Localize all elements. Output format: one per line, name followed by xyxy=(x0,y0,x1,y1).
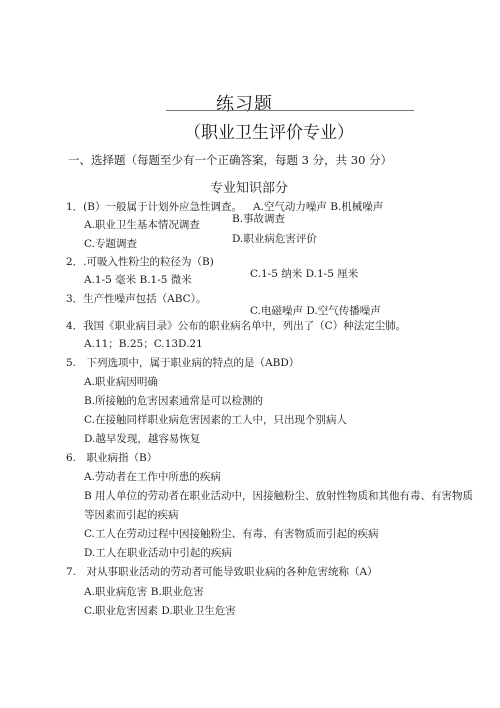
question-1-stem: 1．(B）一般属于计划外应急性调查。 xyxy=(66,201,242,213)
question-2-stem: 2．.可吸入性粉尘的粒径为（B) xyxy=(66,256,214,268)
page-title: 练习题 xyxy=(216,94,273,115)
question-5-option-b: B.所接触的危害因素通常是可以检测的 xyxy=(84,395,264,407)
question-6-option-b-line2: 等因素而引起的疾病 xyxy=(84,509,179,521)
question-5-option-d: D.越早发现，越容易恢复 xyxy=(84,433,201,445)
part-heading: 专业知识部分 xyxy=(210,181,289,196)
question-2-option-ab: A.1-5 毫米 B.1-5 微米 xyxy=(84,274,192,286)
question-1-option-d: D.职业病危害评价 xyxy=(232,233,317,245)
question-1-option-ab: A.空气动力噪声 B.机械噪声 xyxy=(253,201,384,213)
question-1-option-a: A.职业卫生基本情况调查 xyxy=(84,219,200,231)
question-1-option-b: B.事故调查 xyxy=(232,213,286,225)
question-4-stem: 4．我国《职业病目录》公布的职业病名单中，列出了（C）种法定尘肺。 xyxy=(66,320,407,332)
question-6-option-c: C.工人在劳动过程中因接触粉尘、有毒、有害物质而引起的疾病 xyxy=(84,528,379,540)
question-7-option-ab: A.职业病危害 B.职业危害 xyxy=(84,586,204,598)
question-5-stem: 5. 下列选项中，属于职业病的特点的是（ABD） xyxy=(66,357,300,369)
question-7-stem: 7. 对从事职业活动的劳动者可能导致职业病的各种危害统称（A） xyxy=(66,566,378,578)
question-3-stem: 3．生产性噪声包括（ABC）。 xyxy=(66,293,207,305)
title-rule xyxy=(166,110,414,111)
question-7-option-cd: C.职业危害因素 D.职业卫生危害 xyxy=(84,605,236,617)
question-6-stem: 6. 职业病指（B） xyxy=(66,452,158,464)
question-2-option-cd: C.1-5 纳米 D.1-5 厘米 xyxy=(250,268,359,280)
question-4-options: A.11；B.25；C.13D.21 xyxy=(84,338,203,350)
section-heading: 一、选择题（每题至少有一个正确答案，每题 3 分，共 30 分） xyxy=(68,153,393,167)
page-subtitle: （职业卫生评价专业） xyxy=(184,123,354,143)
question-6-option-d: D.工人在职业活动中引起的疾病 xyxy=(84,547,232,559)
question-3-option-cd: C.电磁噪声 D.空气传播噪声 xyxy=(250,305,381,317)
question-6-option-a: A.劳动者在工作中所患的疾病 xyxy=(84,471,221,483)
question-5-option-a: A.职业病因明确 xyxy=(84,376,158,388)
question-5-option-c: C.在接触同样职业病危害因素的工人中，只出现个别病人 xyxy=(84,414,347,426)
question-1-option-c: C.专题调查 xyxy=(84,238,137,250)
question-6-option-b-line1: B 用人单位的劳动者在职业活动中，因接触粉尘、放射性物质和其他有毒、有害物质 xyxy=(84,490,474,502)
